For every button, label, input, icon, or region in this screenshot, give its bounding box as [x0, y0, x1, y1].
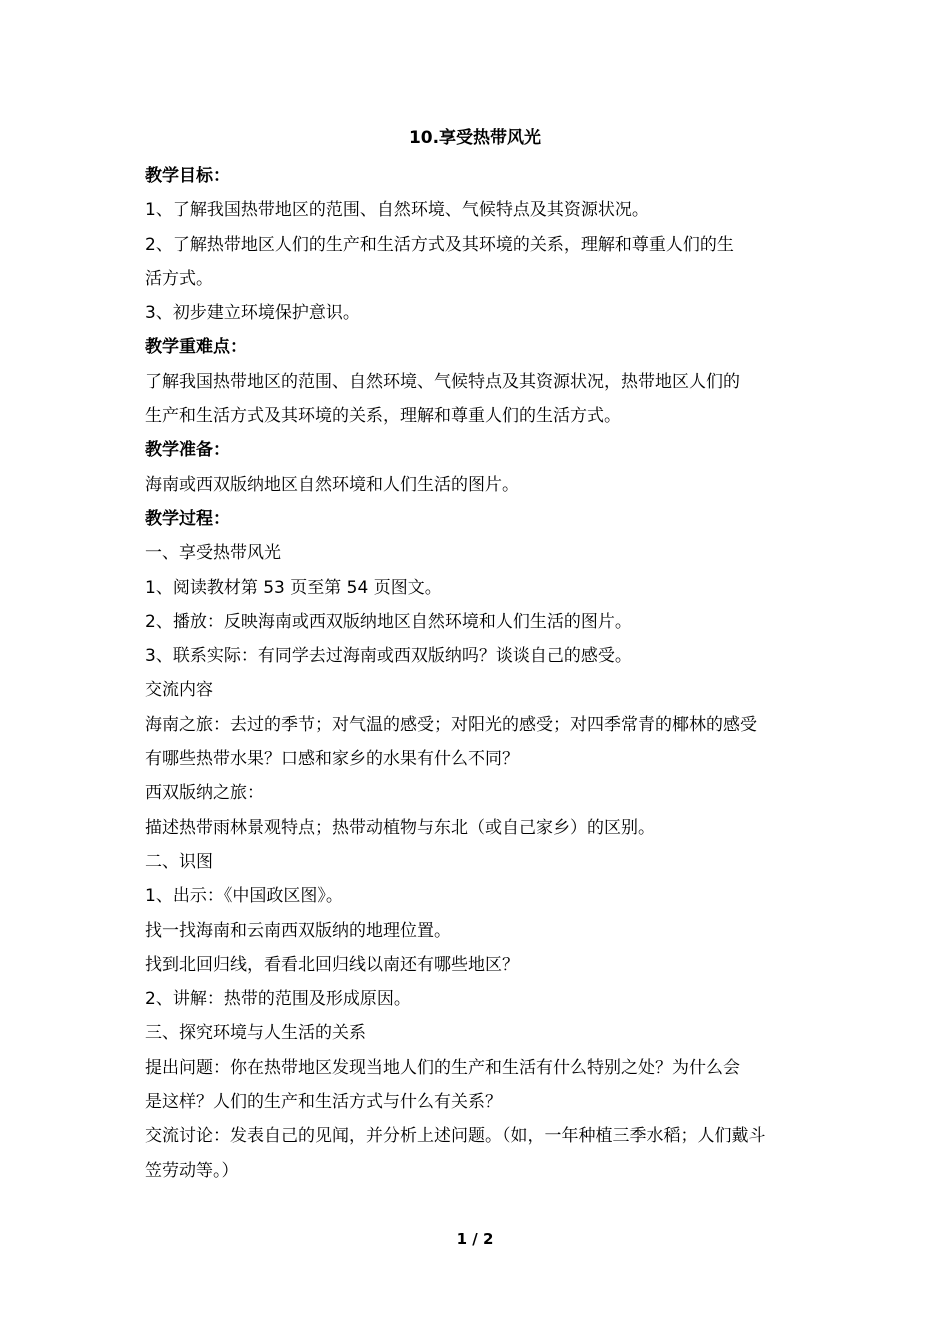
objective-line: 活方式。 [145, 268, 213, 289]
process-line: 二、识图 [145, 851, 213, 872]
process-line: 三、探究环境与人生活的关系 [145, 1023, 366, 1044]
objective-line: 3、初步建立环境保护意识。 [145, 303, 360, 324]
key-point-line: 生产和生活方式及其环境的关系，理解和尊重人们的生活方式。 [145, 406, 621, 427]
section-heading-preparation: 教学准备： [145, 440, 230, 461]
process-line: 2、讲解：热带的范围及形成原因。 [145, 989, 411, 1010]
page-number: 1 / 2 [456, 1230, 494, 1248]
document-body [145, 159, 817, 1188]
process-line: 海南之旅：去过的季节；对气温的感受；对阳光的感受；对四季常青的椰林的感受 [145, 714, 757, 735]
process-line: 交流讨论：发表自己的见闻，并分析上述问题。（如，一年种植三季水稻；人们戴斗 [145, 1126, 766, 1147]
objective-line: 1、了解我国热带地区的范围、自然环境、气候特点及其资源状况。 [145, 200, 649, 221]
section-heading-key-points: 教学重难点： [145, 337, 247, 358]
process-line: 1、阅读教材第 53 页至第 54 页图文。 [145, 577, 442, 598]
process-line: 一、享受热带风光 [145, 543, 281, 564]
process-line: 笠劳动等。） [145, 1160, 239, 1181]
process-line: 2、播放：反映海南或西双版纳地区自然环境和人们生活的图片。 [145, 611, 632, 632]
process-line: 3、联系实际：有同学去过海南或西双版纳吗？谈谈自己的感受。 [145, 646, 632, 667]
process-line: 是这样？人们的生产和生活方式与什么有关系？ [145, 1092, 502, 1113]
process-line: 找到北回归线，看看北回归线以南还有哪些地区？ [145, 954, 519, 975]
process-line: 找一找海南和云南西双版纳的地理位置。 [145, 920, 451, 941]
document-title: 10.享受热带风光 [408, 128, 542, 148]
process-line: 1、出示：《中国政区图》。 [145, 886, 343, 907]
section-heading-process: 教学过程： [145, 508, 230, 529]
process-line: 交流内容 [145, 680, 213, 701]
process-line: 有哪些热带水果？口感和家乡的水果有什么不同？ [145, 749, 519, 770]
process-line: 描述热带雨林景观特点；热带动植物与东北（或自己家乡）的区别。 [145, 817, 655, 838]
process-line: 提出问题：你在热带地区发现当地人们的生产和生活有什么特别之处？为什么会 [145, 1057, 740, 1078]
objective-line: 2、了解热带地区人们的生产和生活方式及其环境的关系，理解和尊重人们的生 [145, 234, 734, 255]
preparation-line: 海南或西双版纳地区自然环境和人们生活的图片。 [145, 474, 519, 495]
key-point-line: 了解我国热带地区的范围、自然环境、气候特点及其资源状况，热带地区人们的 [145, 371, 740, 392]
section-heading-objectives: 教学目标： [145, 166, 230, 186]
process-line: 西双版纳之旅： [145, 783, 264, 804]
